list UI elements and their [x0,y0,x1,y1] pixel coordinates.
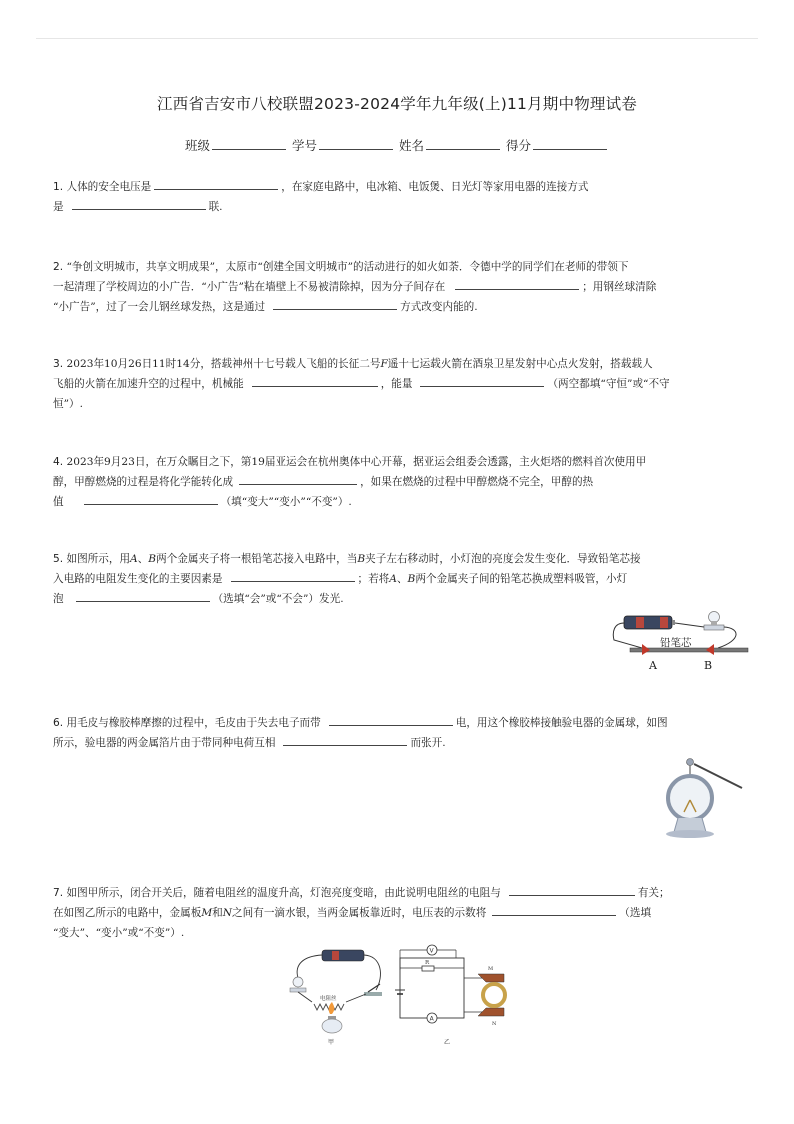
figure-jia-label: 甲 [328,1039,335,1046]
question-text: （两空都填“守恒”或“不守 [547,378,670,390]
question-text: 用毛皮与橡胶棒摩擦的过程中，毛皮由于失去电子而带 [66,717,321,729]
voltmeter-icon [427,945,437,955]
voltmeter-label: V [429,947,434,955]
question-text: 在如图乙所示的电路中，金属板 [53,907,202,919]
ammeter-icon [427,1013,437,1023]
question-text: “小广告”，过了一会儿钢丝球发热，这是通过 [53,301,266,313]
question-text: 是 [53,201,64,213]
question-4 [53,452,743,512]
name-blank[interactable] [426,137,500,150]
answer-blank[interactable] [84,493,218,505]
question-number: 6. [53,717,64,729]
electroscope-body [668,776,712,820]
plate-m-letter: M [201,907,213,919]
question-text: 有关； [637,887,670,899]
question-text: 飞船的火箭在加速升空的过程中，机械能 [53,378,244,390]
question-text: 而张开. [410,737,446,749]
question-7 [53,883,743,943]
question-text: 之间有一滴水银，当两金属板靠近时，电压表的示数将 [232,907,487,919]
answer-blank[interactable] [273,298,397,310]
class-blank[interactable] [212,137,286,150]
clip-a-letter: A [130,553,138,565]
question-text: ；用钢丝球清除 [582,281,657,293]
question-number: 7. [53,887,64,899]
switch-icon [364,984,382,996]
name-label: 姓名 [398,138,424,153]
metal-plates-icon [478,974,505,1016]
clip-b-letter: B [407,573,416,585]
question-3 [53,354,743,414]
score-label: 得分 [505,138,531,153]
question-text: 夹子左右移动时，小灯泡的亮度会发生变化．导致铅笔芯接 [365,553,641,565]
id-blank[interactable] [319,137,393,150]
answer-blank[interactable] [72,198,206,210]
question-text: “争创文明城市，共享文明成果”，太原市“创建全国文明城市”的活动进行的如火如荼．令德中学的同学们在老师的带领下 [66,261,629,273]
electroscope-figure [660,752,748,842]
top-rule [36,38,758,39]
question-text: 方式改变内能的. [400,301,478,313]
answer-blank[interactable] [455,278,579,290]
question-number: 2. [53,261,64,273]
clip-a-letter: A [389,573,397,585]
question-text: ，能量 [380,378,413,390]
clip-b-letter: B [357,553,366,565]
pencil-lead-circuit-figure [606,610,756,676]
answer-blank[interactable] [492,904,616,916]
question-text: 、 [137,553,149,565]
rocket-letter: F [380,358,388,370]
question-text: 两个金属夹子将一根铅笔芯接入电路中，当 [156,553,358,565]
question-text: 两个金属夹子间的铅笔芯换成塑料吸管，小灯 [415,573,628,585]
question-text: 醇，甲醇燃烧的过程是将化学能转化成 [53,476,234,488]
clip-b-icon [706,644,714,655]
question-1 [53,177,743,217]
answer-blank[interactable] [283,734,407,746]
pencil-lead-label: 铅笔芯 [660,637,692,649]
answer-blank[interactable] [420,375,544,387]
page-title: 江西省吉安市八校联盟2023-2024学年九年级(上)11月期中物理试卷 [156,95,637,113]
question-text: 2023年9月23日，在万众瞩目之下，第19届亚运会在杭州奥体中心开幕，据亚运会组委会透露，主火炬塔的燃料首次使用甲 [66,456,647,468]
bulb-icon [290,977,306,992]
question-number: 3. [53,358,64,370]
question-text: 所示，验电器的两金属箔片由于带同种电荷互相 [53,737,276,749]
question-2 [53,257,743,317]
answer-blank[interactable] [509,884,635,896]
question-text: 电，用这个橡胶棒接触验电器的金属球，如图 [455,717,668,729]
metal-ball [687,759,694,766]
question-text: （选填 [619,907,652,919]
bulb-icon [704,612,724,631]
figure-jia-circuit [284,946,392,1046]
plate-m-label: M [488,966,494,972]
figure-yi-label: 乙 [444,1039,451,1046]
question-text: 值 [53,496,64,508]
question-number: 4. [53,456,64,468]
resistor-icon [422,960,434,971]
question-text: ，如果在燃烧的过程中甲醇燃烧不完全，甲醇的热 [360,476,594,488]
ammeter-label: A [429,1015,434,1023]
clip-b-letter: B [148,553,157,565]
question-text: 联. [208,201,223,213]
question-text: “变大”、“变小”或“不变”）. [53,927,185,939]
wire-label: 电阻丝 [320,996,337,1002]
student-info-line [0,136,794,154]
question-number: 5. [53,553,64,565]
question-text: 如图所示，用 [66,553,131,565]
question-text: 恒”）. [53,398,83,410]
battery-icon [322,950,364,961]
answer-blank[interactable] [76,590,210,602]
score-blank[interactable] [533,137,607,150]
plate-n-letter: N [222,907,233,919]
answer-blank[interactable] [154,178,278,190]
class-label: 班级 [184,138,210,153]
label-b: B [704,659,713,672]
question-text: 一起清理了学校周边的小广告．“小广告”粘在墙壁上不易被清除掉，因为分子间存在 [53,281,446,293]
question-text: 如图甲所示，闭合开关后，随着电阻丝的温度升高，灯泡亮度变暗，由此说明电阻丝的电阻与 [66,887,501,899]
question-text: 入电路的电阻发生变化的主要因素是 [53,573,223,585]
question-text: ；若将 [357,573,390,585]
answer-blank[interactable] [239,473,357,485]
question-text: 遥十七运载火箭在酒泉卫星发射中心点火发射，搭载载人 [387,358,653,370]
answer-blank[interactable] [329,714,453,726]
id-label: 学号 [291,138,317,153]
clip-a-icon [642,644,650,655]
question-text: 2023年10月26日11时14分，搭载神州十七号载人飞船的长征二号 [66,358,381,370]
plate-n-label: N [492,1021,497,1027]
answer-blank[interactable] [231,570,355,582]
question-text: 人体的安全电压是 [66,181,152,193]
answer-blank[interactable] [252,375,378,387]
question-text: （选填“会”或“不会”）发光. [212,593,344,605]
battery-icon [624,616,675,629]
question-text: ，在家庭电路中，电冰箱、电饭煲、日光灯等家用电器的连接方式 [281,181,589,193]
question-text: 、 [396,573,408,585]
figure-yi-circuit [392,940,516,1046]
question-5 [53,549,743,609]
question-text: 和 [212,907,223,919]
resistor-label: R [425,960,430,966]
question-6 [53,713,743,753]
question-number: 1. [53,181,64,193]
question-text: （填“变大”“变小”“不变”）. [220,496,352,508]
question-text: 泡 [53,593,64,605]
label-a: A [649,659,657,672]
